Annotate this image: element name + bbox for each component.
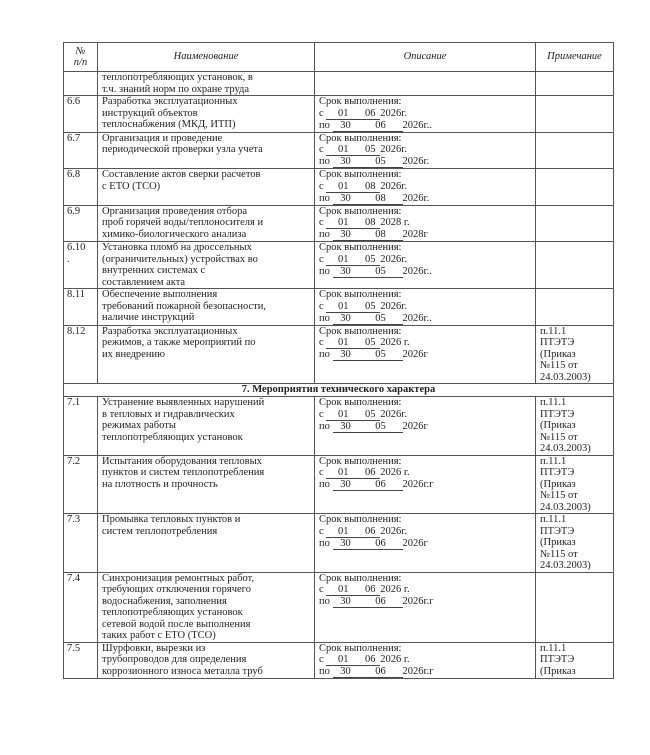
name-line: коррозионного износа металла труб [102,665,263,677]
note-line: (Приказ [540,348,576,360]
term-label: Срок выполнения: [319,325,402,337]
row-note [536,325,614,384]
table-row [64,205,614,242]
term-from-month: 05 [360,255,380,266]
name-line: на плотность и прочность [102,478,218,490]
term-label: Срок выполнения: [319,455,402,467]
row-number: 7.1 [64,397,98,456]
term-from-line [319,654,535,666]
term-to-line [319,120,535,132]
term-from-prefix: с [319,525,324,537]
name-line: таких работ с ЕТО (ТСО) [102,630,216,641]
row-description [315,397,536,456]
term-to-line [319,229,535,241]
note-line: 24.03.2003) [540,560,591,571]
row-name [98,289,315,326]
term-from-line [319,467,535,479]
term-to-prefix: по [319,349,330,360]
name-line: трубопроводов для определения [102,654,247,665]
note-line: (Приказ [540,665,576,677]
name-line: требующих отключения горячего [102,584,251,595]
term-to-day: 30 [333,230,359,241]
row-number: 8.11 [64,289,98,326]
term-from-day: 01 [326,585,360,596]
row-name [98,72,315,96]
row-description [315,642,536,679]
header-desc: Описание [315,43,536,72]
term-from-month: 06 [360,109,380,120]
term-from-day: 01 [326,255,360,266]
term-to-prefix: по [319,312,330,324]
term-to-line [319,313,535,325]
table-row [64,242,614,289]
name-line: требований пожарной безопасности, [102,300,266,312]
term-to-prefix: по [319,537,330,549]
row-name [98,455,315,514]
row-note [536,514,614,573]
term-label: Срок выполнения: [319,289,402,300]
term-from-prefix: с [319,337,324,348]
term-to-day: 30 [333,267,359,278]
name-line: внутренних системах с [102,265,206,276]
term-to-prefix: по [319,666,330,677]
table-row [64,132,614,169]
name-line: Устранение выявленных нарушений [102,397,265,408]
name-line: теплоснабжения (МКД, ИТП) [102,119,236,130]
table-row [64,514,614,573]
note-line: ПТЭТЭ [540,467,575,478]
term-from-prefix: с [319,467,324,478]
row-description [315,514,536,573]
row-description [315,132,536,169]
note-line: ПТЭТЭ [540,525,575,537]
row-name [98,132,315,169]
row-note [536,289,614,326]
note-line: ПТЭТЭ [540,408,575,420]
name-line: Промывка тепловых пунктов и [102,514,241,525]
term-to-line [319,479,535,491]
row-number: 6.6 [64,96,98,133]
term-to-month: 06 [359,539,403,550]
term-from-day: 01 [326,109,360,120]
term-from-year: 2026г. [380,144,408,155]
row-note [536,96,614,133]
term-from-prefix: с [319,144,324,155]
name-line: химико-биологического анализа [102,228,247,240]
term-to-day: 30 [333,314,359,325]
term-to-month: 06 [359,597,403,608]
term-from-prefix: с [319,584,324,595]
term-from-year: 2026 г. [380,654,410,665]
term-to-prefix: по [319,119,330,131]
term-label: Срок выполнения: [319,572,402,584]
name-line: Организация проведения отбора [102,205,247,217]
term-to-year: 2026г.. [402,312,432,324]
term-to-prefix: по [319,265,330,277]
term-to-year: 2028г [402,229,428,240]
term-to-prefix: по [319,229,330,240]
table-row [64,642,614,679]
note-line: п.11.1 [540,514,567,525]
term-to-line [319,266,535,278]
term-label: Срок выполнения: [319,514,402,525]
term-to-month: 06 [359,121,403,132]
term-from-day: 01 [326,338,360,349]
section-row [64,384,614,397]
row-number: 7.2 [64,455,98,514]
name-line: сетевой водой после выполнения [102,618,251,630]
name-line: режимов, а также мероприятий по [102,337,256,348]
name-line: теплопотребляющих установок [102,431,243,443]
term-from-day: 01 [326,410,360,421]
row-name [98,642,315,679]
term-to-year: 2026г [402,349,428,360]
name-line: т.ч. знаний норм по охране труда [102,83,250,95]
term-to-month: 05 [359,422,403,433]
term-to-month: 05 [359,157,403,168]
term-from-month: 06 [360,527,380,538]
note-line: 24.03.2003) [540,371,591,383]
term-from-year: 2026г. [380,525,408,537]
row-note [536,572,614,642]
term-from-line [319,584,535,596]
row-note [536,397,614,456]
term-from-month: 05 [360,302,380,313]
term-to-line [319,421,535,433]
term-to-month: 05 [359,314,403,325]
note-line: ПТЭТЭ [540,337,575,348]
term-from-day: 01 [326,218,360,229]
term-to-year: 2026г [402,537,428,549]
term-to-month: 05 [359,350,403,361]
term-to-year: 2026г.г [402,666,434,677]
term-from-month: 05 [360,338,380,349]
table-row [64,455,614,514]
term-to-day: 30 [333,539,359,550]
row-description [315,169,536,206]
table-body [64,72,614,679]
row-name [98,169,315,206]
row-note [536,455,614,514]
term-label: Срок выполнения: [319,169,402,180]
name-line: теплопотребляющих установок [102,607,243,618]
name-line: режимах работы [102,420,176,431]
note-line: №115 от [540,548,578,560]
term-to-month: 06 [359,480,403,491]
note-line: 24.03.2003) [540,443,591,454]
name-line: (ограничительных) устройствах во [102,253,258,265]
note-line: №115 от [540,360,578,371]
row-description [315,72,536,96]
row-note [536,242,614,289]
header-note: Примечание [536,43,614,72]
term-from-year: 2026г. [380,408,408,420]
term-label: Срок выполнения: [319,205,402,217]
term-to-prefix: по [319,192,330,204]
term-from-year: 2028 г. [380,217,410,228]
term-from-line [319,217,535,229]
term-to-prefix: по [319,420,330,432]
term-to-day: 30 [333,597,359,608]
term-from-line [319,181,535,193]
section-title: 7. Мероприятия технического характера [64,384,614,397]
name-line: систем теплопотребления [102,525,218,537]
name-line: Шурфовки, вырезки из [102,642,206,654]
note-line: ПТЭТЭ [540,654,575,665]
term-from-day: 01 [326,468,360,479]
row-description [315,572,536,642]
name-line: наличие инструкций [102,312,195,323]
term-to-year: 2026г.. [402,119,432,131]
term-from-line [319,301,535,313]
note-line: п.11.1 [540,455,567,467]
name-line: Обеспечение выполнения [102,289,218,300]
term-from-month: 05 [360,410,380,421]
term-to-year: 2026г.г [402,479,434,490]
term-from-line [319,337,535,349]
term-from-day: 01 [326,182,360,193]
term-to-line [319,596,535,608]
term-to-prefix: по [319,479,330,490]
row-number: 6.10 . [64,242,98,289]
term-to-day: 30 [333,121,359,132]
term-from-month: 08 [360,182,380,193]
row-name [98,96,315,133]
row-description [315,96,536,133]
name-line: проб горячей воды/теплоносителя и [102,217,264,228]
term-from-year: 2026г. [380,253,408,265]
row-number [64,72,98,96]
name-line: водоснабжения, заполнения [102,595,227,607]
term-from-month: 06 [360,655,380,666]
note-line: №115 от [540,490,578,501]
term-to-line [319,193,535,205]
term-from-line [319,108,535,120]
term-from-month: 06 [360,468,380,479]
term-from-year: 2026г. [380,107,408,119]
term-from-year: 2026 г. [380,467,410,478]
term-from-prefix: с [319,180,324,192]
name-line: Установка пломб на дроссельных [102,242,252,253]
note-line: п.11.1 [540,325,567,337]
term-to-month: 05 [359,267,403,278]
term-to-month: 06 [359,667,403,678]
name-line: Синхронизация ремонтных работ, [102,572,255,584]
term-label: Срок выполнения: [319,242,402,253]
term-to-year: 2026г. [402,192,430,204]
term-from-year: 2026 г. [380,337,410,348]
table-row [64,289,614,326]
row-note [536,205,614,242]
row-number: 7.5 [64,642,98,679]
term-to-day: 30 [333,350,359,361]
measures-table [63,42,614,679]
note-line: (Приказ [540,537,576,548]
row-note [536,72,614,96]
note-line: п.11.1 [540,397,567,408]
term-from-line [319,409,535,421]
table-row [64,397,614,456]
term-from-prefix: с [319,217,324,228]
row-number: 6.8 [64,169,98,206]
term-to-day: 30 [333,480,359,491]
term-to-prefix: по [319,596,330,607]
term-to-year: 2026г [402,420,428,432]
term-to-month: 08 [359,194,403,205]
row-number: 8.12 [64,325,98,384]
term-to-line [319,666,535,678]
row-note [536,169,614,206]
note-line: (Приказ [540,420,576,431]
term-from-line [319,254,535,266]
row-name [98,325,315,384]
term-from-day: 01 [326,655,360,666]
name-line: инструкций объектов [102,107,198,119]
term-from-prefix: с [319,253,324,265]
name-line: Испытания оборудования тепловых [102,455,262,467]
header-name: Наименование [98,43,315,72]
note-line: (Приказ [540,478,576,490]
name-line: пунктов и систем теплопотребления [102,467,265,478]
term-to-day: 30 [333,157,359,168]
row-name [98,572,315,642]
name-line: в тепловых и гидравлических [102,408,235,420]
name-line: Разработка эксплуатационных [102,325,238,337]
term-from-day: 01 [326,527,360,538]
name-line: составлением акта [102,276,186,288]
row-description [315,205,536,242]
term-from-day: 01 [326,302,360,313]
term-to-line [319,156,535,168]
term-to-day: 30 [333,667,359,678]
row-description [315,289,536,326]
name-line: Организация и проведение [102,132,223,144]
term-to-prefix: по [319,156,330,167]
table-row [64,169,614,206]
term-label: Срок выполнения: [319,397,402,408]
note-line: 24.03.2003) [540,501,591,513]
note-line: п.11.1 [540,642,567,654]
term-from-day: 01 [326,145,360,156]
term-from-prefix: с [319,654,324,665]
name-line: с ЕТО (ТСО) [102,180,161,192]
row-description [315,242,536,289]
term-to-day: 30 [333,422,359,433]
name-line: их внедрению [102,348,165,360]
term-from-year: 2026г. [380,300,408,312]
row-name [98,205,315,242]
table-row [64,72,614,96]
term-from-line [319,526,535,538]
row-note [536,132,614,169]
table-header-row [64,43,614,72]
term-to-month: 08 [359,230,403,241]
term-to-line [319,349,535,361]
term-from-year: 2026 г. [380,584,410,595]
row-name [98,397,315,456]
name-line: теплопотребляющих установок, в [102,72,253,83]
name-line: Составление актов сверки расчетов [102,169,261,180]
name-line: Разработка эксплуатационных [102,96,238,107]
term-from-line [319,144,535,156]
row-number: 7.4 [64,572,98,642]
row-note [536,642,614,679]
note-line: №115 от [540,431,578,443]
term-label: Срок выполнения: [319,96,402,107]
table-row [64,96,614,133]
term-from-month: 05 [360,145,380,156]
term-to-day: 30 [333,194,359,205]
term-from-prefix: с [319,107,324,119]
term-to-year: 2026г.г [402,596,434,607]
row-name [98,514,315,573]
term-from-prefix: с [319,408,324,420]
term-from-year: 2026г. [380,180,408,192]
term-from-month: 08 [360,218,380,229]
term-from-prefix: с [319,300,324,312]
term-label: Срок выполнения: [319,642,402,654]
header-num: № п/п [64,43,98,72]
table-row [64,325,614,384]
row-description [315,455,536,514]
row-description [315,325,536,384]
name-line: периодической проверки узла учета [102,144,263,155]
term-to-year: 2026г.. [402,265,432,277]
row-name [98,242,315,289]
term-to-line [319,538,535,550]
term-to-year: 2026г. [402,156,430,167]
term-label: Срок выполнения: [319,132,402,144]
table-row [64,572,614,642]
row-number: 6.9 [64,205,98,242]
row-number: 7.3 [64,514,98,573]
term-from-month: 06 [360,585,380,596]
row-number: 6.7 [64,132,98,169]
